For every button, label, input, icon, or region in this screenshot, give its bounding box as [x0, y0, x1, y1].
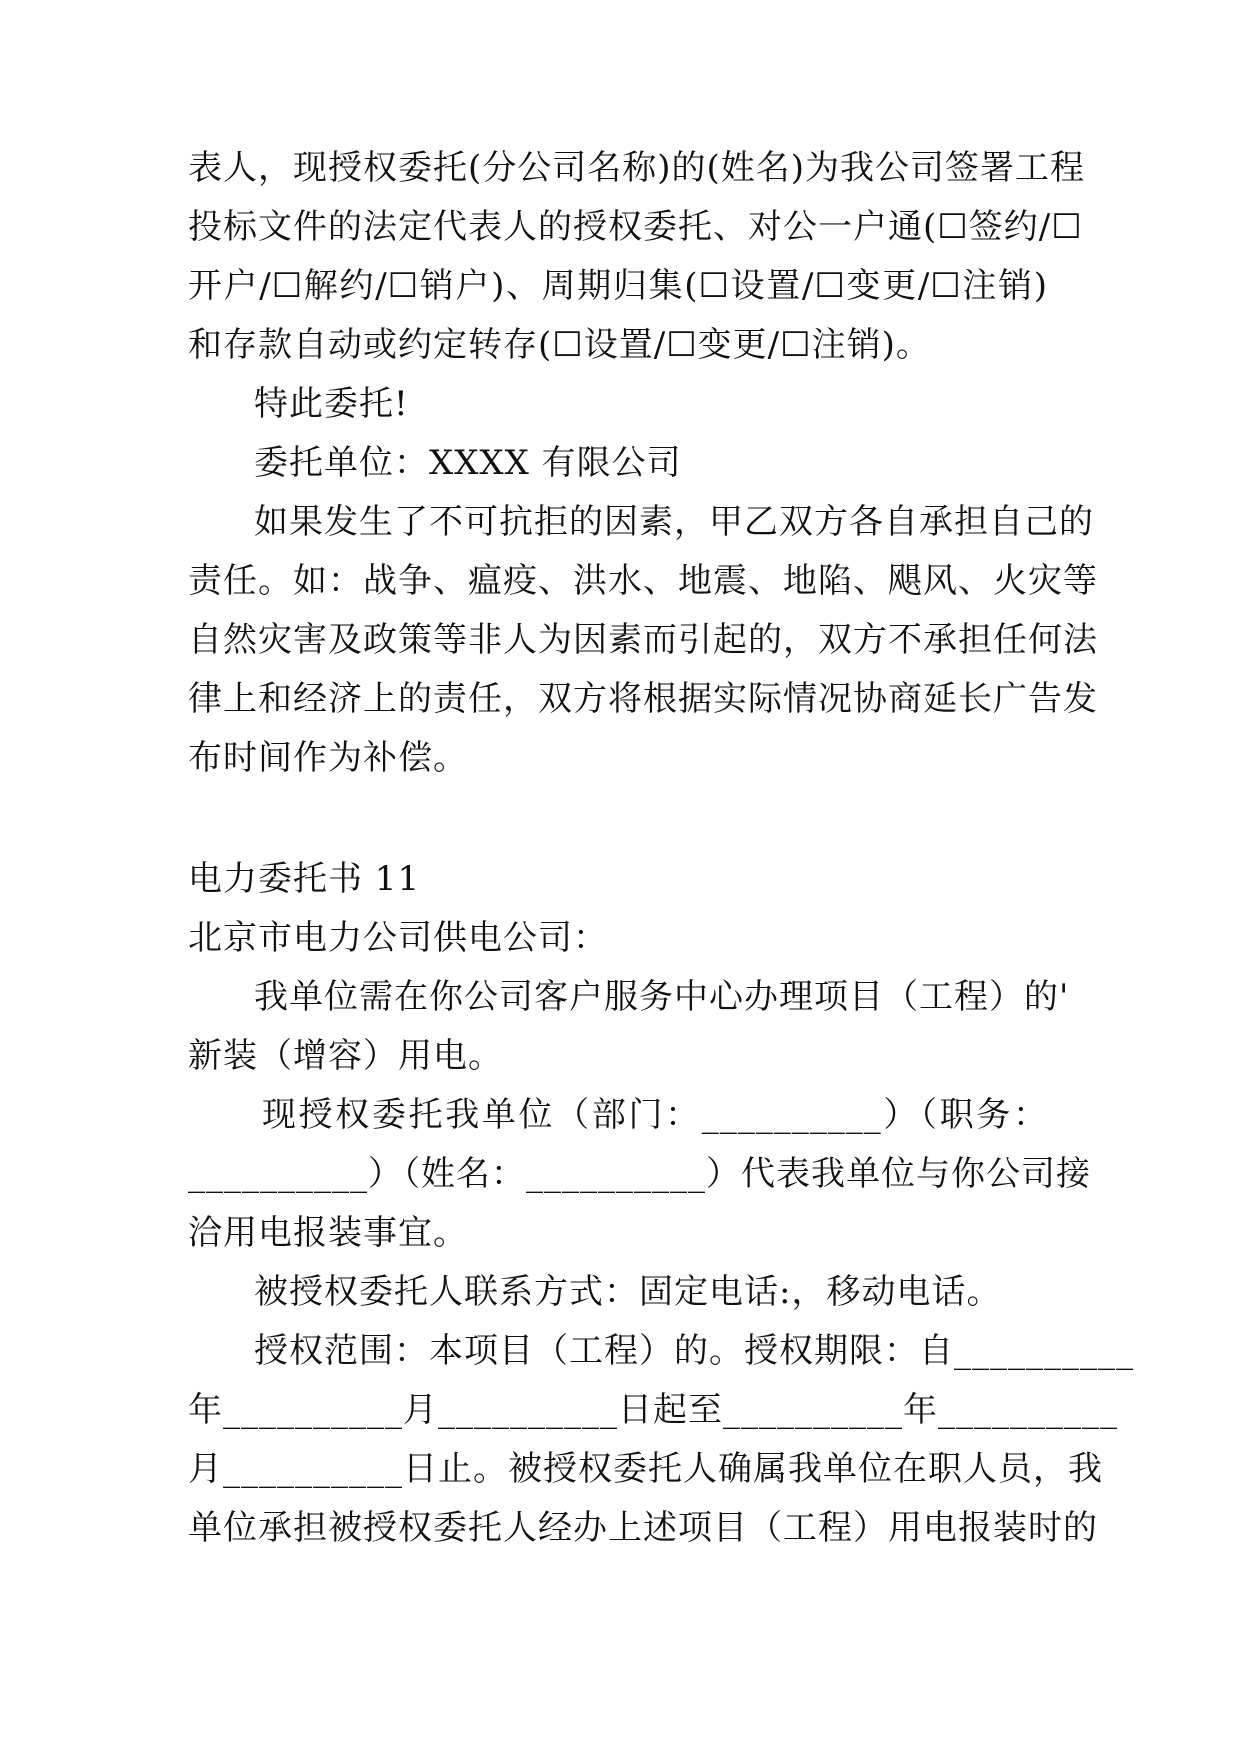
closing-phrase: 特此委托! [254, 384, 409, 424]
delegating-unit-line: 委托单位：XXXX 有限公司 [254, 443, 682, 483]
paragraph-line: 开户/☐解约/☐销户)、周期归集(☐设置/☐变更/☐注销) [188, 266, 1048, 306]
section-title: 电力委托书 11 [188, 859, 421, 899]
force-majeure-line: 布时间作为补偿。 [188, 738, 468, 778]
addressee-line: 北京市电力公司供电公司： [188, 918, 608, 958]
authorization-line: 洽用电报装事宜。 [188, 1213, 468, 1253]
paragraph-line: 和存款自动或约定转存(☐设置/☐变更/☐注销)。 [188, 325, 931, 365]
date-range-line: 年__________月__________日起至__________年__________ [188, 1390, 1118, 1430]
force-majeure-line: 律上和经济上的责任，双方将根据实际情况协商延长广告发 [188, 679, 1098, 719]
date-range-line: 月__________日止。被授权委托人确属我单位在职人员，我 [188, 1449, 1103, 1489]
force-majeure-line: 如果发生了不可抗拒的因素，甲乙双方各自承担自己的 [254, 502, 1094, 542]
force-majeure-line: 责任。如：战争、瘟疫、洪水、地震、地陷、飓风、火灾等 [188, 561, 1098, 601]
responsibility-line: 单位承担被授权委托人经办上述项目（工程）用电报装时的 [188, 1508, 1098, 1548]
force-majeure-line: 自然灾害及政策等非人为因素而引起的，双方不承担任何法 [188, 620, 1098, 660]
request-line: 新装（增容）用电。 [188, 1036, 503, 1076]
authorization-line: __________）（姓名：__________）代表我单位与你公司接 [188, 1154, 1091, 1194]
paragraph-line: 投标文件的法定代表人的授权委托、对公一户通(☐签约/☐ [188, 207, 1083, 247]
scope-line: 授权范围：本项目（工程）的。授权期限：自__________ [254, 1331, 1134, 1371]
request-line: 我单位需在你公司客户服务中心办理项目（工程）的' [254, 977, 1070, 1017]
authorization-line: 现授权委托我单位（部门：__________）（职务： [262, 1095, 1048, 1135]
paragraph-line: 表人，现授权委托(分公司名称)的(姓名)为我公司签署工程 [188, 148, 1086, 188]
contact-line: 被授权委托人联系方式：固定电话:，移动电话。 [254, 1272, 1002, 1312]
